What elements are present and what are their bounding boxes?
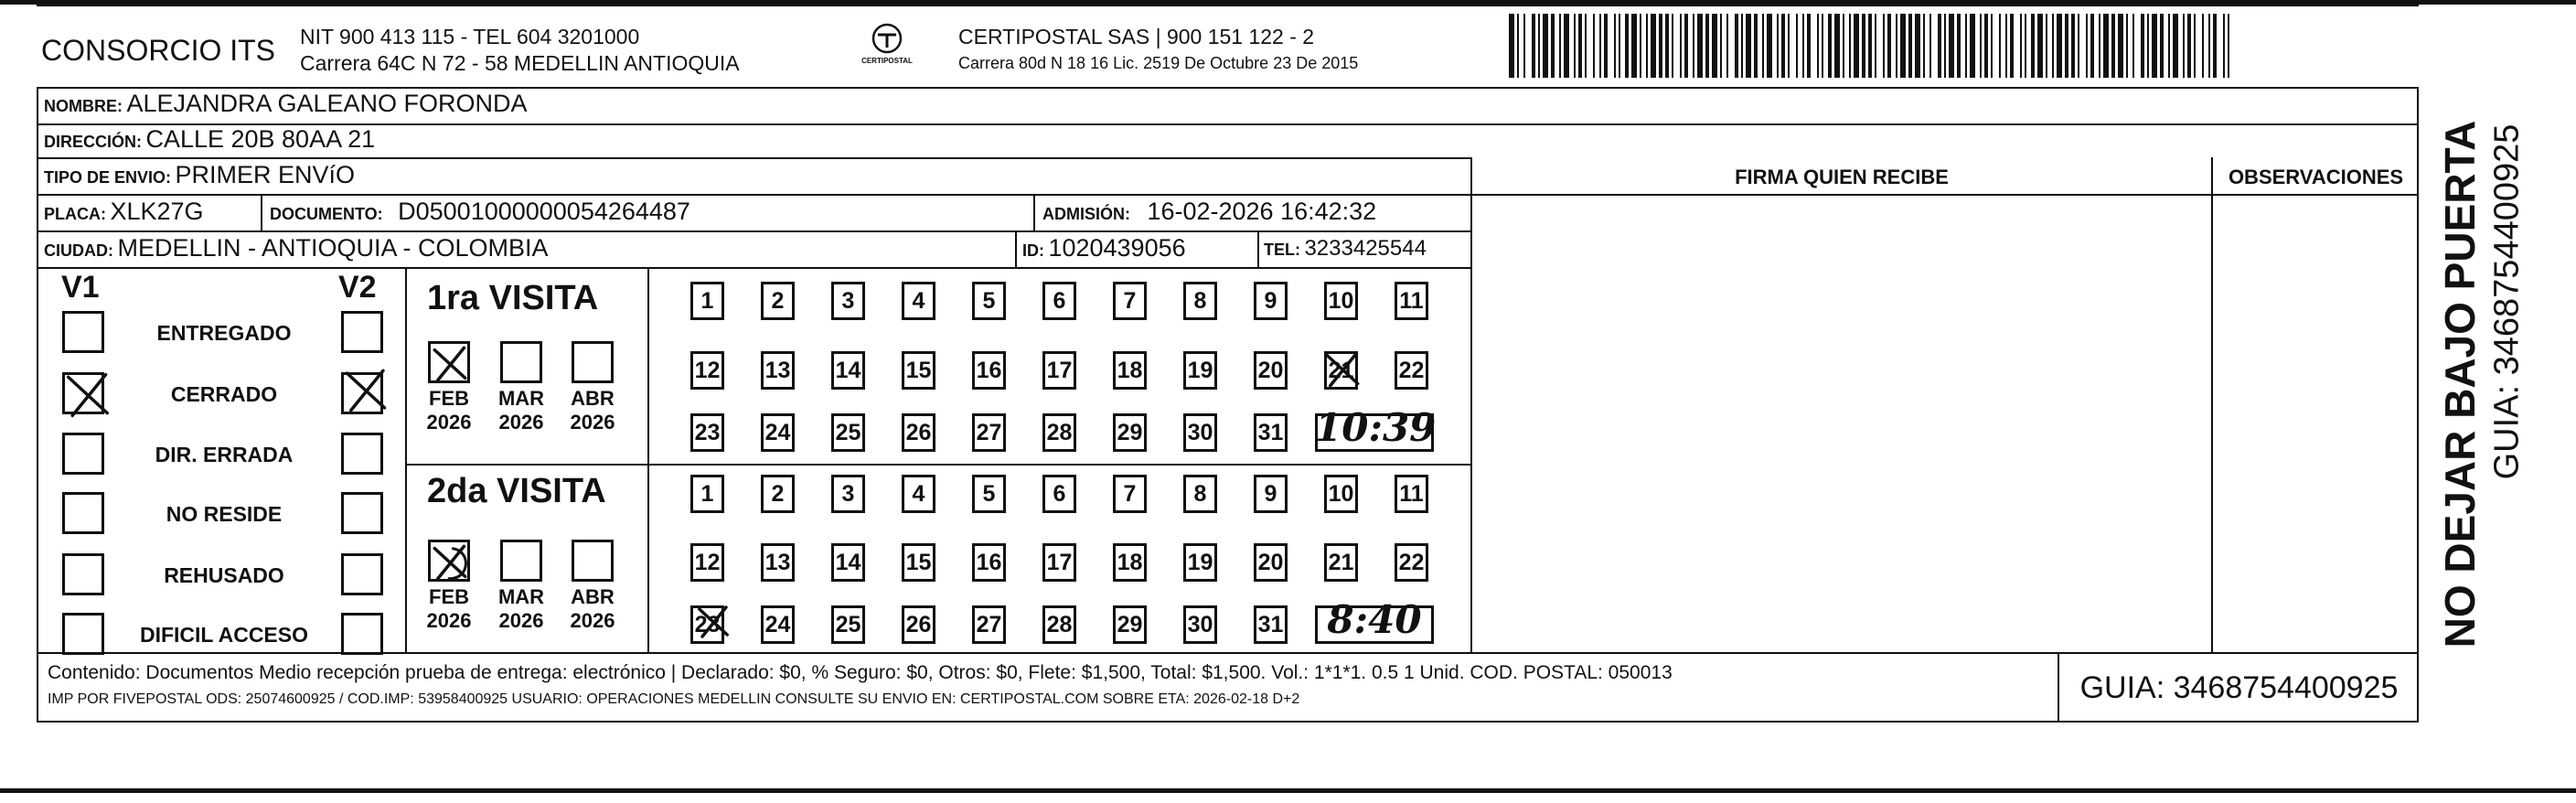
barcode-bar (1741, 14, 1743, 78)
direccion-row (44, 125, 375, 154)
barcode-bar (2071, 14, 2075, 78)
visit-month-name: FEB (429, 387, 469, 410)
visit-day-box[interactable]: 20 (1254, 351, 1288, 390)
visit-day-box[interactable]: 9 (1254, 475, 1288, 513)
visit-day-box[interactable]: 31 (1254, 605, 1288, 644)
barcode-bar (1915, 14, 1920, 78)
id-value: 1020439056 (1048, 234, 1186, 262)
direccion-label: DIRECCIÓN: (44, 133, 142, 151)
visit-day-box[interactable]: 11 (1395, 475, 1428, 513)
barcode-bar (1543, 14, 1548, 78)
barcode-bar (2223, 14, 2225, 78)
admision-label: ADMISIÓN: (1042, 205, 1130, 223)
barcode-bar (1822, 14, 1823, 78)
barcode-bar (1854, 14, 1859, 78)
barcode-bar (1868, 14, 1872, 78)
visit-day-box[interactable]: 7 (1113, 475, 1147, 513)
bottom-scan-edge (0, 788, 2576, 793)
id-label: ID: (1022, 241, 1044, 260)
barcode-bar (1665, 14, 1669, 78)
carrier-logo-text: CERTIPOSTAL (861, 57, 913, 65)
tel-label: TEL: (1264, 241, 1300, 259)
visit-month-label (417, 585, 481, 633)
barcode-bar (1802, 14, 1804, 78)
barcode-bar (2078, 14, 2079, 78)
barcode-bar (2168, 14, 2170, 78)
visit-day-box[interactable]: 12 (690, 543, 724, 582)
barcode-bar (1970, 14, 1975, 78)
barcode-bar (1807, 14, 1811, 78)
barcode-bar (2208, 14, 2210, 78)
barcode-bar (2065, 14, 2068, 78)
visit-day-box[interactable]: 16 (972, 351, 1006, 390)
visit-month-name: ABR (571, 387, 615, 410)
visit-day-box[interactable]: 25 (831, 605, 865, 644)
status-v2-check-mark (341, 366, 390, 415)
barcode-bar (1788, 14, 1790, 78)
status-option-label: NO RESIDE (166, 502, 283, 526)
visit-day-box[interactable]: 1 (690, 475, 724, 513)
visit-day-box[interactable]: 16 (972, 543, 1006, 582)
barcode-bar (1538, 14, 1540, 78)
visit-day-box[interactable]: 6 (1042, 282, 1076, 320)
visit-day-box[interactable]: 7 (1113, 282, 1147, 320)
visit-day-box[interactable]: 24 (761, 413, 795, 452)
status-v2-checkbox[interactable] (341, 492, 383, 534)
barcode-bar (1980, 14, 1982, 78)
barcode-bar (2118, 14, 2123, 78)
barcode-bar (1900, 14, 1906, 78)
id-row (1022, 234, 1186, 262)
visit-month-checkbox[interactable] (500, 341, 542, 383)
visit-day-box[interactable]: 13 (761, 543, 795, 582)
admision-value: 16-02-2026 16:42:32 (1147, 198, 1377, 225)
status-option-label: DIFICIL ACCESO (139, 623, 308, 647)
barcode-bar (2126, 14, 2128, 78)
barcode-bar (1651, 14, 1656, 78)
carrier-name: CERTIPOSTAL SAS | 900 151 122 - 2 (958, 25, 1315, 48)
visit-month-label (489, 585, 553, 633)
visit-day-box[interactable]: 8 (1183, 282, 1217, 320)
barcode-bar (2228, 14, 2229, 78)
visit-month-year: 2026 (498, 411, 544, 434)
barcode-bar (1957, 14, 1961, 78)
barcode-bar (2213, 14, 2217, 78)
visit-day-box[interactable]: 22 (1395, 351, 1428, 390)
tel-row (1264, 236, 1427, 262)
status-v1-checkbox[interactable] (62, 553, 104, 595)
visit-day-box[interactable]: 17 (1042, 351, 1076, 390)
visit-day-box[interactable]: 29 (1113, 605, 1147, 644)
barcode-bar (1938, 14, 1941, 78)
barcode-bar (1767, 14, 1772, 78)
visit-day-box[interactable]: 14 (831, 543, 865, 582)
barcode-bar (1680, 14, 1682, 78)
barcode-bar (2025, 14, 2026, 78)
visit-month-name: MAR (497, 387, 545, 410)
visit-day-box[interactable]: 27 (972, 413, 1006, 452)
barcode-bar (1965, 14, 1967, 78)
observaciones-header: OBSERVACIONES (2228, 166, 2404, 188)
barcode-bar (1834, 14, 1840, 78)
barcode-bar (1619, 14, 1620, 78)
barcode-bar (2010, 14, 2014, 78)
status-option-label: DIR. ERRADA (155, 443, 294, 466)
visit-day-box[interactable]: 18 (1113, 543, 1147, 582)
barcode-bar (2183, 14, 2185, 78)
barcode-bar (1949, 14, 1954, 78)
visit-day-box[interactable]: 18 (1113, 351, 1147, 390)
visit-day-box[interactable]: 26 (902, 413, 935, 452)
barcode-bar (1712, 14, 1717, 78)
barcode-bar (1578, 14, 1582, 78)
visit-day-box[interactable]: 6 (1042, 475, 1076, 513)
barcode-bar (1781, 14, 1785, 78)
visit-day-box[interactable]: 12 (690, 351, 724, 390)
barcode-bar (2141, 14, 2144, 78)
visit-day-box[interactable]: 30 (1183, 413, 1217, 452)
barcode-bar (1944, 14, 1946, 78)
documento-value: D05001000000054264487 (398, 198, 690, 225)
visit2-day23-mark (695, 604, 732, 640)
barcode-bar (2202, 14, 2204, 78)
status-v1-checkbox[interactable] (62, 433, 104, 475)
visit-month-year: 2026 (426, 609, 472, 632)
barcode-bar (1523, 14, 1525, 78)
visit-day-box[interactable]: 22 (1395, 543, 1428, 582)
barcode-bar (1735, 14, 1738, 78)
visit1-title: 1ra VISITA (427, 279, 599, 317)
visit-day-box[interactable]: 29 (1113, 413, 1147, 452)
barcode-bar (2037, 14, 2043, 78)
barcode-bar (1564, 14, 1569, 78)
tipo-value: PRIMER ENVíO (175, 161, 356, 188)
barcode-bar (1746, 14, 1751, 78)
visit-day-box[interactable]: 26 (902, 605, 935, 644)
visit-time-box[interactable] (1315, 596, 1434, 644)
visit-day-box[interactable]: 20 (1254, 543, 1288, 582)
barcode-bar (1720, 14, 1722, 78)
barcode-bar (1705, 14, 1709, 78)
visit-day-box[interactable]: 5 (972, 475, 1006, 513)
visit-day-box[interactable]: 15 (902, 351, 935, 390)
barcode-bar (1762, 14, 1764, 78)
barcode-bar (1672, 14, 1673, 78)
barcode-bar (2031, 14, 2035, 78)
tipo-row (44, 161, 355, 189)
barcode-bar (1625, 14, 1629, 78)
nit-line: NIT 900 413 115 - TEL 604 3201000 (300, 25, 640, 48)
barcode-bar (1883, 14, 1885, 78)
visit2-title: 2da VISITA (427, 472, 606, 510)
footer-contenido: Contenido: Documentos Medio recepción prueba de entrega: electrónico | Declarado: $0, % Seguro: $0, Otros: $0, Flete: $1,500, Total: $1,500. Vol.: 1*1*1. 0.5 1 Unid. COD. POSTAL: 050013 (48, 662, 1673, 683)
visit-month-checkbox[interactable] (572, 341, 614, 383)
barcode-bar (1849, 14, 1851, 78)
visit-day-box[interactable]: 13 (761, 351, 795, 390)
visit-day-box[interactable]: 2 (761, 282, 795, 320)
carrier-address: Carrera 80d N 18 16 Lic. 2519 De Octubre 23 De 2015 (958, 54, 1359, 72)
barcode-bar (1796, 14, 1798, 78)
status-v1-checkbox[interactable] (62, 311, 104, 353)
barcode-bar (2111, 14, 2115, 78)
barcode-bar (1593, 14, 1595, 78)
barcode-bar (1843, 14, 1844, 78)
v1-label: V1 (61, 270, 100, 305)
visit-month-label (561, 585, 625, 633)
barcode-bar (2152, 14, 2157, 78)
visit-day-box[interactable]: 23 (690, 605, 724, 644)
nombre-label: NOMBRE: (44, 97, 123, 115)
footer-imp: IMP POR FIVEPOSTAL ODS: 25074600925 / COD.IMP: 53958400925 USUARIO: OPERACIONES MEDELLIN CONSULTE SU ENVIO EN: CERTIPOSTAL.COM SOBRE ETA: 2026-02-18 D+2 (48, 691, 1300, 707)
barcode-bar (1862, 14, 1865, 78)
barcode-bar (1726, 14, 1728, 78)
status-v2-checkbox[interactable] (341, 553, 383, 595)
barcode-bar (2194, 14, 2196, 78)
visit1-day21-mark (1322, 349, 1363, 390)
barcode-bar (1551, 14, 1555, 78)
visit-day-box[interactable]: 3 (831, 282, 865, 320)
barcode-bar (1646, 14, 1648, 78)
visit-day-box[interactable]: 5 (972, 282, 1006, 320)
status-v1-checkbox[interactable] (62, 492, 104, 534)
visit-day-box[interactable]: 11 (1395, 282, 1428, 320)
status-v1-check-mark (62, 369, 113, 421)
tipo-label: TIPO DE ENVIO: (44, 168, 172, 187)
visit-month-year: 2026 (426, 411, 472, 434)
visit-month-label (561, 387, 625, 434)
visit-month-label (417, 387, 481, 434)
visit-day-box[interactable]: 15 (902, 543, 935, 582)
barcode (1509, 14, 2236, 78)
status-v2-checkbox[interactable] (341, 433, 383, 475)
ciudad-value: MEDELLIN - ANTIOQUIA - COLOMBIA (117, 234, 549, 262)
documento-label: DOCUMENTO: (270, 205, 383, 223)
barcode-bar (1585, 14, 1587, 78)
tel-value: 3233425544 (1304, 236, 1427, 261)
barcode-bar (1684, 14, 1688, 78)
barcode-bar (2187, 14, 2191, 78)
barcode-bar (1754, 14, 1758, 78)
visit-day-box[interactable]: 21 (1324, 351, 1358, 390)
visit-day-box[interactable]: 4 (902, 282, 935, 320)
barcode-bar (2086, 14, 2088, 78)
visit-month-year: 2026 (570, 411, 615, 434)
barcode-bar (1817, 14, 1819, 78)
carrier-logo (850, 20, 924, 75)
side-guia: GUIA: 3468754400925 (2487, 123, 2527, 480)
visit2-feb-check-mark (430, 542, 470, 583)
visit-day-box[interactable]: 23 (690, 413, 724, 452)
v2-label: V2 (338, 270, 377, 305)
barcode-bar (2057, 14, 2062, 78)
visit-day-box[interactable]: 28 (1042, 413, 1076, 452)
visit-day-box[interactable]: 3 (831, 475, 865, 513)
status-option-label: ENTREGADO (156, 321, 292, 345)
barcode-bar (1929, 14, 1931, 78)
footer-guia: GUIA: 3468754400925 (2079, 670, 2399, 705)
barcode-bar (1828, 14, 1832, 78)
barcode-bar (1693, 14, 1694, 78)
visit-day-box[interactable]: 1 (690, 282, 724, 320)
barcode-bar (2020, 14, 2022, 78)
barcode-bar (1517, 14, 1519, 78)
nombre-value: ALEJANDRA GALEANO FORONDA (126, 90, 528, 117)
visit-day-box[interactable]: 9 (1254, 282, 1288, 320)
visit-day-box[interactable]: 10 (1324, 282, 1358, 320)
barcode-bar (1875, 14, 1876, 78)
barcode-bar (1923, 14, 1925, 78)
barcode-bar (2173, 14, 2178, 78)
visit-month-name: ABR (571, 585, 615, 608)
barcode-bar (1532, 14, 1535, 78)
barcode-bar (1777, 14, 1779, 78)
visit1-feb-check-mark (430, 344, 470, 384)
direccion-value: CALLE 20B 80AA 21 (145, 125, 376, 153)
visit-day-box[interactable]: 4 (902, 475, 935, 513)
barcode-bar (1640, 14, 1641, 78)
placa-row (44, 198, 204, 226)
visit-month-checkbox[interactable] (500, 540, 542, 582)
barcode-bar (2147, 14, 2149, 78)
placa-value: XLK27G (110, 198, 204, 225)
barcode-bar (2099, 14, 2100, 78)
visit-day-box[interactable]: 19 (1183, 351, 1217, 390)
barcode-bar (1559, 14, 1561, 78)
barcode-bar (1614, 14, 1616, 78)
visit-handwritten-time: 8:40 (1327, 596, 1422, 642)
visit-day-box[interactable]: 19 (1183, 543, 1217, 582)
visit-day-box[interactable]: 24 (761, 605, 795, 644)
visit-month-label (489, 387, 553, 434)
visit-month-year: 2026 (570, 609, 615, 632)
barcode-bar (1659, 14, 1662, 78)
visit-month-checkbox[interactable] (572, 540, 614, 582)
admision-row (1042, 198, 1376, 226)
address-line: Carrera 64C N 72 - 58 MEDELLIN ANTIOQUIA (300, 51, 740, 75)
barcode-bar (2005, 14, 2007, 78)
visit-month-name: MAR (497, 585, 545, 608)
barcode-bar (1604, 14, 1608, 78)
barcode-bar (2046, 14, 2047, 78)
visit-day-box[interactable]: 10 (1324, 475, 1358, 513)
barcode-bar (1697, 14, 1703, 78)
barcode-bar (1896, 14, 1897, 78)
visit-time-box[interactable] (1315, 404, 1437, 452)
barcode-bar (1908, 14, 1912, 78)
visit-day-box[interactable]: 14 (831, 351, 865, 390)
barcode-bar (1631, 14, 1637, 78)
placa-label: PLACA: (44, 205, 106, 223)
barcode-bar (1887, 14, 1891, 78)
visit-day-box[interactable]: 2 (761, 475, 795, 513)
status-v2-checkbox[interactable] (341, 311, 383, 353)
barcode-bar (2132, 14, 2134, 78)
company-name: CONSORCIO ITS (41, 34, 276, 67)
side-warning: NO DEJAR BAJO PUERTA (2436, 120, 2484, 648)
status-v2-checkbox[interactable] (341, 613, 383, 655)
visit-day-box[interactable]: 31 (1254, 413, 1288, 452)
ciudad-label: CIUDAD: (44, 241, 113, 260)
barcode-bar (1984, 14, 1988, 78)
visit-day-box[interactable]: 25 (831, 413, 865, 452)
status-option-label: REHUSADO (164, 563, 284, 587)
ciudad-row (44, 234, 549, 262)
nombre-row (44, 90, 528, 118)
visit-month-name: FEB (429, 585, 469, 608)
visit-day-box[interactable]: 8 (1183, 475, 1217, 513)
visit-handwritten-time: 10:39 (1315, 404, 1437, 450)
visit-day-box[interactable]: 21 (1324, 543, 1358, 582)
documento-row (270, 198, 690, 226)
barcode-bar (1509, 14, 1514, 78)
visit-day-box[interactable]: 28 (1042, 605, 1076, 644)
barcode-bar (1574, 14, 1576, 78)
visit-day-box[interactable]: 30 (1183, 605, 1217, 644)
visit-day-box[interactable]: 17 (1042, 543, 1076, 582)
barcode-bar (2160, 14, 2164, 78)
status-option-label: CERRADO (170, 382, 278, 406)
barcode-bar (2090, 14, 2094, 78)
barcode-bar (2052, 14, 2054, 78)
visit-month-year: 2026 (498, 609, 544, 632)
status-v1-checkbox[interactable] (62, 613, 104, 655)
barcode-bar (1991, 14, 1993, 78)
visit-day-box[interactable]: 27 (972, 605, 1006, 644)
barcode-bar (2103, 14, 2109, 78)
top-rule (37, 5, 2419, 6)
barcode-bar (1999, 14, 2001, 78)
barcode-bar (1599, 14, 1601, 78)
firma-header: FIRMA QUIEN RECIBE (1735, 166, 1949, 188)
